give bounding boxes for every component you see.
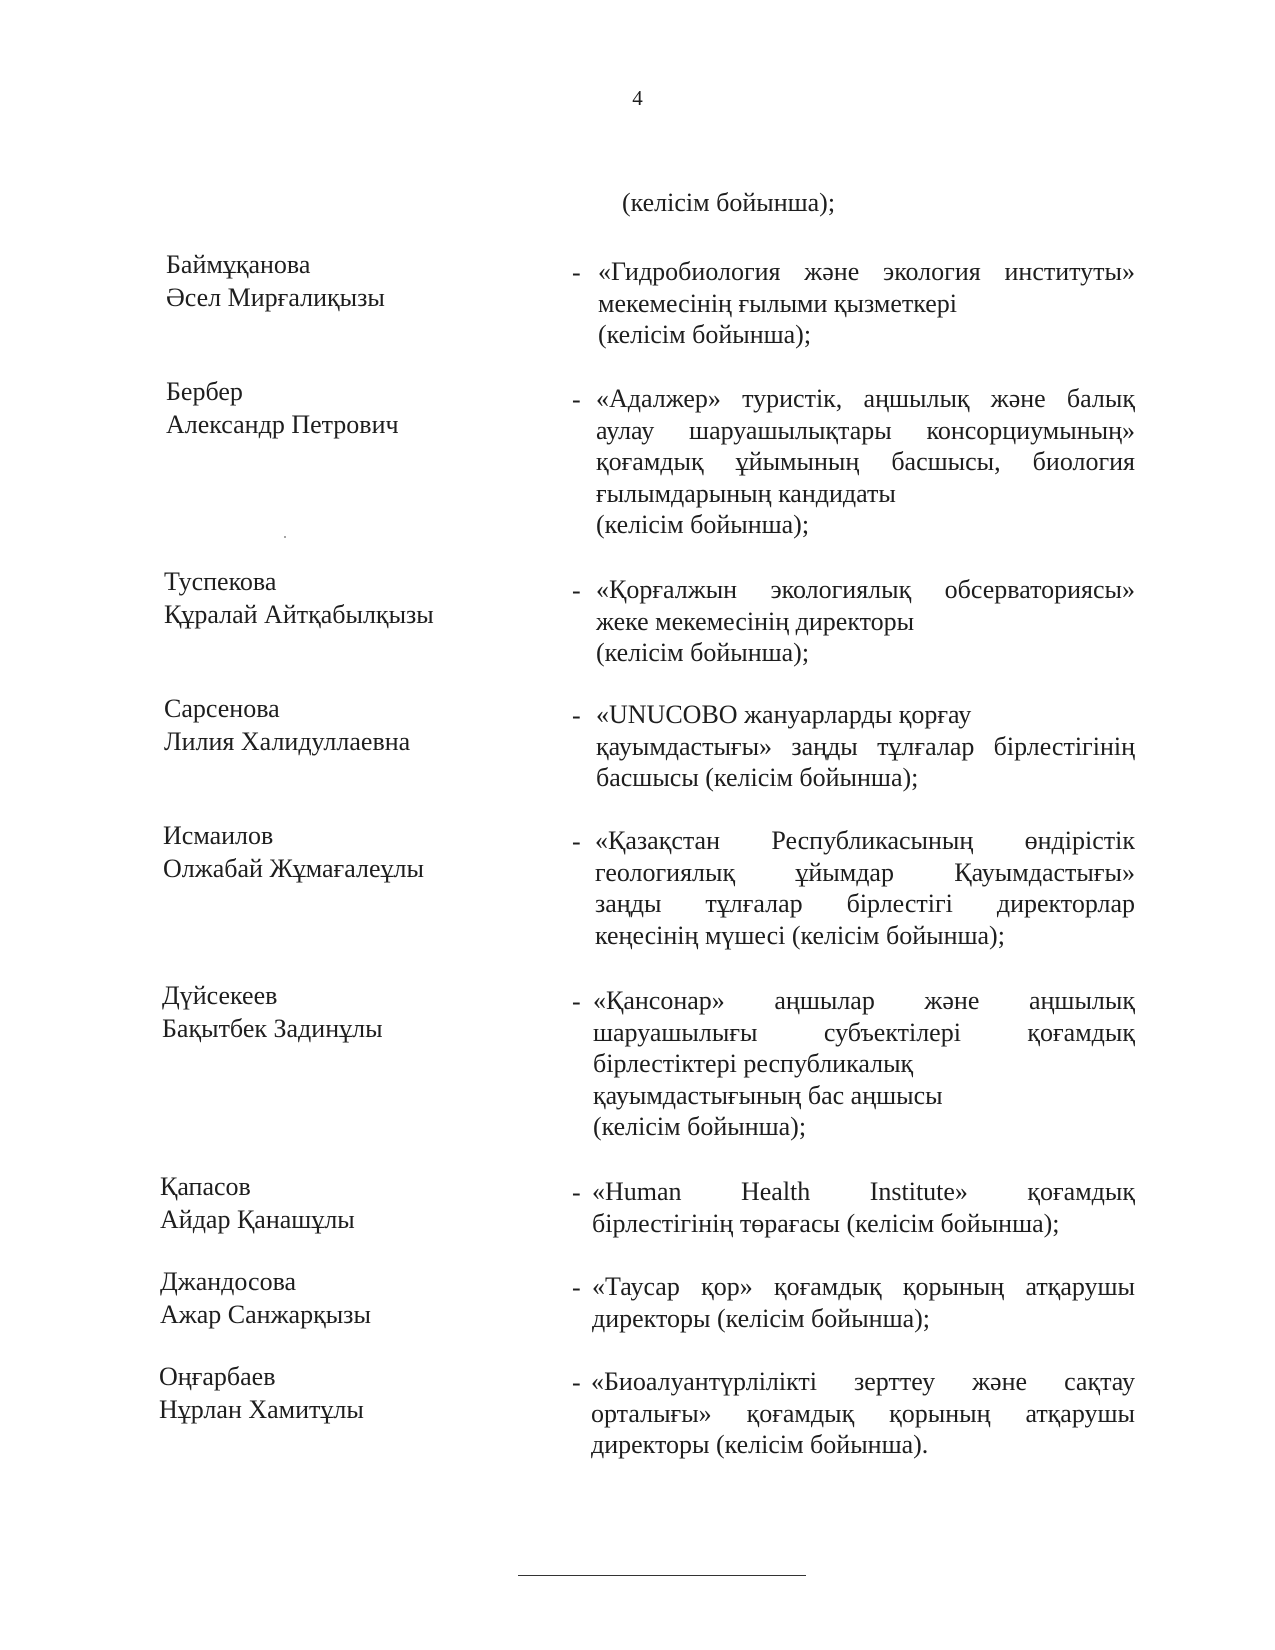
description-line: (келісім бойынша);	[596, 638, 810, 667]
separator-dash: -	[572, 258, 581, 287]
member-given-name: Олжабай Жұмағалеұлы	[163, 854, 424, 883]
member-surname: Оңғарбаев	[159, 1362, 276, 1391]
member-position-description	[598, 256, 1135, 351]
description-line: «Гидробиология және экология институты»	[598, 257, 1135, 286]
description-line: «Биоалуантүрлілікті зерттеу және сақтау	[591, 1367, 1135, 1396]
description-line: орталығы» қоғамдық қорының атқарушы	[591, 1398, 1135, 1428]
description-line: мекемесінің ғылыми қызметкері	[598, 288, 958, 318]
member-name	[163, 819, 583, 885]
description-line: геологиялық ұйымдар Қауымдастығы»	[595, 857, 1135, 887]
description-line: ғылымдарының кандидаты	[596, 478, 896, 508]
description-line: «Human Health Institute» қоғамдық	[592, 1177, 1135, 1206]
member-given-name: Ажар Санжарқызы	[160, 1300, 371, 1329]
closing-rule	[518, 1575, 806, 1576]
carry-over-text: (келісім бойынша);	[622, 188, 836, 217]
member-given-name: Нұрлан Хамитұлы	[159, 1395, 364, 1424]
separator-dash: -	[572, 701, 581, 730]
member-surname: Сарсенова	[164, 694, 280, 723]
member-given-name: Әсел Мирғалиқызы	[166, 283, 385, 312]
member-position-description	[595, 825, 1135, 951]
member-position-description	[592, 1271, 1135, 1334]
description-line: «Таусар қор» қоғамдық қорының атқарушы	[592, 1272, 1135, 1301]
member-surname: Туспекова	[164, 567, 277, 596]
description-line: қауымдастығы» заңды тұлғалар бірлестігінің	[596, 731, 1135, 761]
member-name	[164, 692, 584, 758]
separator-dash: -	[572, 1368, 581, 1397]
member-surname: Баймұқанова	[166, 250, 311, 279]
description-line: аулау шаруашылықтары консорциумының»	[596, 415, 1135, 445]
member-name	[166, 248, 586, 314]
separator-dash: -	[572, 1178, 581, 1207]
description-line: қауымдастығының бас аңшысы	[593, 1080, 943, 1110]
description-line: «Қансонар» аңшылар және аңшылық	[593, 986, 1135, 1015]
description-line: бірлестіктері республикалық	[593, 1049, 914, 1078]
member-given-name: Лилия Халидуллаевна	[164, 727, 411, 756]
separator-dash: -	[572, 827, 581, 856]
description-line: бірлестігінің төрағасы (келісім бойынша);	[592, 1208, 1060, 1238]
member-position-description	[593, 985, 1135, 1143]
description-line: (келісім бойынша);	[598, 320, 812, 349]
member-position-description	[596, 383, 1135, 541]
member-position-description	[596, 574, 1135, 669]
scan-speck	[284, 536, 286, 538]
page-number: 4	[632, 86, 643, 110]
description-line: «UNUCOBO жануарларды қорғау	[596, 700, 972, 729]
description-line: қоғамдық ұйымының басшысы, биология	[596, 447, 1135, 476]
member-name	[162, 979, 582, 1045]
member-position-description	[591, 1366, 1135, 1461]
description-line: басшысы (келісім бойынша);	[596, 763, 919, 792]
member-position-description	[596, 699, 1135, 794]
separator-dash: -	[572, 385, 581, 414]
member-name	[166, 375, 586, 441]
member-name	[160, 1265, 580, 1331]
member-surname: Джандосова	[160, 1267, 297, 1296]
member-given-name: Александр Петрович	[166, 410, 399, 439]
member-given-name: Айдар Қанашұлы	[160, 1205, 355, 1234]
member-name	[164, 565, 584, 631]
description-line: кеңесінің мүшесі (келісім бойынша);	[595, 920, 1005, 950]
description-line: заңды тұлғалар бірлестігі директорлар	[595, 889, 1135, 918]
separator-dash: -	[572, 987, 581, 1016]
member-surname: Қапасов	[160, 1172, 251, 1201]
separator-dash: -	[572, 576, 581, 605]
member-surname: Бербер	[166, 377, 243, 406]
separator-dash: -	[572, 1273, 581, 1302]
description-line: директоры (келісім бойынша);	[592, 1303, 931, 1333]
description-line: (келісім бойынша);	[593, 1112, 807, 1141]
member-surname: Дүйсекеев	[162, 981, 278, 1010]
description-line: «Қорғалжын экологиялық обсерваториясы»	[596, 575, 1135, 604]
description-line: «Қазақстан Республикасының өндірістік	[595, 826, 1135, 855]
member-name	[159, 1360, 579, 1426]
description-line: (келісім бойынша);	[596, 510, 810, 539]
member-given-name: Бақытбек Задинұлы	[162, 1014, 383, 1043]
description-line: директоры (келісім бойынша).	[591, 1430, 929, 1459]
description-line: жеке мекемесінің директоры	[596, 606, 915, 636]
member-surname: Исмаилов	[163, 821, 274, 850]
member-position-description	[592, 1176, 1135, 1239]
description-line: шаруашылығы субъектілері қоғамдық	[593, 1017, 1135, 1047]
member-name	[160, 1170, 580, 1236]
member-given-name: Құралай Айтқабылқызы	[164, 600, 434, 629]
description-line: «Адалжер» туристік, аңшылық және балық	[596, 384, 1135, 413]
